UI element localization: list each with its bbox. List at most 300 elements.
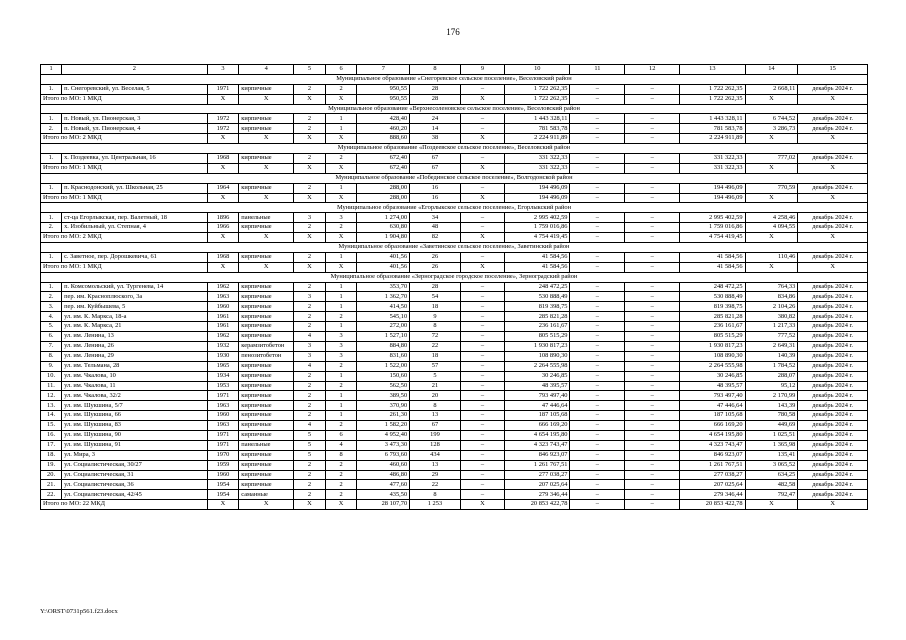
table-cell: ул. им. К. Маркса, 18-а (62, 312, 208, 322)
table-cell: 150,60 (357, 371, 410, 381)
table-cell: 460,60 (357, 460, 410, 470)
table-cell: кирпичные (239, 183, 294, 193)
table-cell: 2 649,31 (745, 341, 798, 351)
table-cell: 15. (41, 421, 62, 431)
table-cell: – (570, 312, 625, 322)
total-cell: 194 496,09 (505, 193, 570, 203)
table-cell: 21 (410, 381, 461, 391)
section-title: Муниципальное образование «Егорлыкское сельское поселение», Егорлыкский район (41, 203, 868, 213)
table-cell: 4 952,40 (357, 430, 410, 440)
table-cell: кирпичные (239, 154, 294, 164)
table-cell: ул. им. Шукшина, 5/7 (62, 401, 208, 411)
table-cell: ул. Мира, 3 (62, 450, 208, 460)
table-row (41, 183, 868, 193)
table-cell: декабрь 2024 г. (798, 213, 868, 223)
table-cell: 22. (41, 490, 62, 500)
total-cell: – (625, 233, 680, 243)
total-cell: 194 496,09 (680, 193, 745, 203)
table-cell: п. Новый, ул. Пионерская, 4 (62, 124, 208, 134)
table-cell: 1 930 817,23 (505, 341, 570, 351)
table-cell: – (570, 450, 625, 460)
total-label: Итого по МО: 1 МКД (41, 163, 208, 173)
table-cell: кирпичные (239, 332, 294, 342)
table-cell: – (460, 183, 504, 193)
table-cell: 248 472,25 (680, 282, 745, 292)
table-cell: 1 274,00 (357, 213, 410, 223)
table-cell: ул. Социалистическая, 31 (62, 470, 208, 480)
total-cell: 288,00 (357, 193, 410, 203)
table-cell: 1 (325, 183, 357, 193)
table-cell: ул. Социалистическая, 36 (62, 480, 208, 490)
table-cell: – (625, 252, 680, 262)
table-row (41, 490, 868, 500)
table-cell: 1934 (207, 371, 239, 381)
table-cell: 4 (325, 440, 357, 450)
column-number: 13 (680, 65, 745, 75)
housing-table (40, 64, 868, 510)
section-title: Муниципальное образование «Заветинское сельское поселение», Заветинский район (41, 243, 868, 253)
table-cell: декабрь 2024 г. (798, 361, 868, 371)
table-cell: 1 722 262,35 (680, 84, 745, 94)
table-cell: – (570, 302, 625, 312)
table-cell: – (570, 154, 625, 164)
total-cell: – (625, 134, 680, 144)
total-cell: 1 722 262,35 (505, 94, 570, 104)
table-cell: – (460, 312, 504, 322)
table-cell: 41 584,56 (505, 252, 570, 262)
table-cell: 285 821,28 (680, 312, 745, 322)
table-cell: – (460, 341, 504, 351)
table-row (41, 391, 868, 401)
table-cell: – (570, 252, 625, 262)
table-cell: 14. (41, 411, 62, 421)
table-cell: 434 (410, 450, 461, 460)
table-cell: – (625, 381, 680, 391)
table-cell: – (570, 84, 625, 94)
table-cell: 1971 (207, 391, 239, 401)
total-cell: Х (294, 94, 326, 104)
total-cell: Х (325, 134, 357, 144)
table-cell: 6 (325, 430, 357, 440)
table-cell: 236 161,67 (680, 322, 745, 332)
table-cell: 4 654 195,80 (505, 430, 570, 440)
table-cell: 1965 (207, 361, 239, 371)
table-cell: декабрь 2024 г. (798, 440, 868, 450)
total-cell: Х (325, 163, 357, 173)
table-row (41, 460, 868, 470)
table-cell: – (625, 371, 680, 381)
table-cell: – (570, 460, 625, 470)
total-cell: – (570, 233, 625, 243)
table-cell: 389,50 (357, 391, 410, 401)
total-cell: 331 322,33 (505, 163, 570, 173)
table-cell: 9 (410, 312, 461, 322)
table-cell: декабрь 2024 г. (798, 183, 868, 193)
table-cell: кирпичные (239, 421, 294, 431)
total-cell: Х (745, 233, 798, 243)
total-cell: Х (239, 233, 294, 243)
table-cell: 414,50 (357, 302, 410, 312)
table-cell: 1 784,52 (745, 361, 798, 371)
table-cell: 777,52 (745, 332, 798, 342)
total-cell: Х (745, 94, 798, 104)
table-cell: кирпичные (239, 322, 294, 332)
table-cell: – (570, 430, 625, 440)
table-cell: 1960 (207, 411, 239, 421)
total-cell: Х (798, 262, 868, 272)
section-title: Муниципальное образование «Снегоревское сельское поселение», Веселовский район (41, 74, 868, 84)
table-cell: 30 246,85 (680, 371, 745, 381)
total-cell: 2 224 911,89 (505, 134, 570, 144)
table-cell: – (625, 361, 680, 371)
total-cell: Х (325, 233, 357, 243)
table-cell: 1 522,00 (357, 361, 410, 371)
table-cell: 634,25 (745, 470, 798, 480)
table-cell: 1962 (207, 282, 239, 292)
total-cell: Х (294, 163, 326, 173)
table-cell: 29 (410, 470, 461, 480)
table-cell: 5. (41, 322, 62, 332)
table-cell: 428,40 (357, 114, 410, 124)
table-cell: 4 654 195,80 (680, 430, 745, 440)
table-cell: 1968 (207, 252, 239, 262)
table-cell: – (625, 223, 680, 233)
table-cell: 5 (294, 430, 326, 440)
table-cell: 3 065,52 (745, 460, 798, 470)
table-cell: – (460, 351, 504, 361)
table-cell: 353,70 (357, 282, 410, 292)
total-cell: 28 107,70 (357, 500, 410, 510)
section-title: Муниципальное образование «Поздеевское сельское поселение», Веселовский район (41, 144, 868, 154)
table-cell: кирпичные (239, 401, 294, 411)
table-cell: – (570, 401, 625, 411)
total-cell: – (625, 500, 680, 510)
total-cell: Х (798, 163, 868, 173)
table-cell: кирпичные (239, 114, 294, 124)
total-row (41, 134, 868, 144)
table-cell: декабрь 2024 г. (798, 430, 868, 440)
total-cell: Х (798, 134, 868, 144)
header-row (41, 65, 868, 75)
table-cell: 1 (325, 411, 357, 421)
table-cell: 2 (294, 480, 326, 490)
table-row (41, 341, 868, 351)
table-cell: – (460, 381, 504, 391)
table-row (41, 312, 868, 322)
table-cell: 1966 (207, 223, 239, 233)
table-cell: 1963 (207, 421, 239, 431)
table-cell: 1 759 016,86 (505, 223, 570, 233)
table-cell: – (625, 114, 680, 124)
total-cell: Х (207, 163, 239, 173)
table-cell: 3 286,73 (745, 124, 798, 134)
table-cell: 2 (294, 470, 326, 480)
table-cell: – (570, 411, 625, 421)
table-cell: 2 (325, 84, 357, 94)
table-row (41, 480, 868, 490)
table-cell: 4 094,55 (745, 223, 798, 233)
table-row (41, 430, 868, 440)
column-number: 4 (239, 65, 294, 75)
table-cell: – (625, 282, 680, 292)
table-cell: – (460, 84, 504, 94)
total-cell: Х (798, 500, 868, 510)
table-cell: 4 (294, 332, 326, 342)
table-row (41, 282, 868, 292)
table-cell: 3 (294, 341, 326, 351)
section-row (41, 173, 868, 183)
table-cell: 288,07 (745, 371, 798, 381)
table-cell: – (460, 371, 504, 381)
table-cell: 18 (410, 351, 461, 361)
table-cell: 1 (325, 322, 357, 332)
table-row (41, 470, 868, 480)
table-cell: 1963 (207, 292, 239, 302)
table-cell: 1961 (207, 312, 239, 322)
table-cell: – (460, 460, 504, 470)
table-cell: – (460, 440, 504, 450)
table-cell: 819 398,75 (505, 302, 570, 312)
table-cell: 1 (325, 124, 357, 134)
total-cell: 4 754 419,45 (680, 233, 745, 243)
table-cell: – (460, 401, 504, 411)
table-cell: 1970 (207, 450, 239, 460)
section-title: Муниципальное образование «Побединское сельское поселение», Волгодонской район (41, 173, 868, 183)
table-cell: 1 (325, 252, 357, 262)
table-cell: кирпичные (239, 282, 294, 292)
table-cell: 1 (325, 302, 357, 312)
table-cell: – (570, 361, 625, 371)
column-number: 5 (294, 65, 326, 75)
total-cell: Х (460, 262, 504, 272)
table-cell: 4 258,46 (745, 213, 798, 223)
table-cell: 666 169,20 (680, 421, 745, 431)
table-cell: – (460, 430, 504, 440)
column-number: 15 (798, 65, 868, 75)
table-cell: 1972 (207, 114, 239, 124)
table-cell: 2 (294, 114, 326, 124)
table-row (41, 124, 868, 134)
table-cell: 199 (410, 430, 461, 440)
table-cell: 3 (325, 351, 357, 361)
table-cell: 1896 (207, 213, 239, 223)
table-cell: 187 105,68 (680, 411, 745, 421)
table-cell: кирпичные (239, 302, 294, 312)
footer-file-path: Y:\ORST\0731p561.f23.docx (40, 608, 118, 615)
column-number: 8 (410, 65, 461, 75)
table-cell: х. Поздеевка, ул. Центральная, 16 (62, 154, 208, 164)
table-cell: 819 398,75 (680, 302, 745, 312)
table-cell: 2 (325, 223, 357, 233)
table-cell: 666 169,20 (505, 421, 570, 431)
table-cell: 545,10 (357, 312, 410, 322)
total-cell: Х (207, 193, 239, 203)
table-cell: 435,50 (357, 490, 410, 500)
table-cell: 30 246,85 (505, 371, 570, 381)
table-cell: кирпичные (239, 450, 294, 460)
table-cell: 3 473,30 (357, 440, 410, 450)
table-cell: ул. им. Шукшина, 83 (62, 421, 208, 431)
table-cell: 1 (325, 114, 357, 124)
table-cell: – (460, 490, 504, 500)
total-cell: – (570, 94, 625, 104)
table-cell: – (570, 341, 625, 351)
table-cell: 12. (41, 391, 62, 401)
table-cell: 2 (325, 381, 357, 391)
table-cell: 2 (325, 361, 357, 371)
table-cell: 8 (325, 450, 357, 460)
total-cell: Х (239, 134, 294, 144)
total-cell: 331 322,33 (680, 163, 745, 173)
table-cell: 1961 (207, 322, 239, 332)
column-number: 3 (207, 65, 239, 75)
table-cell: декабрь 2024 г. (798, 282, 868, 292)
total-cell: Х (460, 163, 504, 173)
table-cell: 14 (410, 124, 461, 134)
table-cell: 3 (294, 213, 326, 223)
section-row (41, 243, 868, 253)
table-cell: кирпичные (239, 292, 294, 302)
table-cell: 846 923,07 (680, 450, 745, 460)
total-cell: Х (460, 233, 504, 243)
table-cell: кирпичные (239, 223, 294, 233)
total-cell: Х (294, 262, 326, 272)
table-cell: 764,33 (745, 282, 798, 292)
table-cell: 331 322,33 (505, 154, 570, 164)
total-cell: 1 253 (410, 500, 461, 510)
table-cell: 5 (294, 450, 326, 460)
table-cell: 1. (41, 282, 62, 292)
table-cell: 2 104,26 (745, 302, 798, 312)
table-cell: 11. (41, 381, 62, 391)
total-cell: Х (207, 94, 239, 104)
table-cell: 6 793,60 (357, 450, 410, 460)
table-cell: 2 170,99 (745, 391, 798, 401)
table-cell: – (460, 282, 504, 292)
table-cell: 2 (294, 312, 326, 322)
table-cell: 2 (294, 183, 326, 193)
table-cell: 834,86 (745, 292, 798, 302)
table-cell: 781 583,78 (505, 124, 570, 134)
table-cell: 20 (410, 391, 461, 401)
total-cell: Х (460, 500, 504, 510)
total-cell: Х (745, 500, 798, 510)
table-cell: декабрь 2024 г. (798, 341, 868, 351)
total-label: Итого по МО: 1 МКД (41, 262, 208, 272)
table-cell: п. Краснодонский, ул. Школьная, 25 (62, 183, 208, 193)
total-cell: Х (745, 262, 798, 272)
table-cell: декабрь 2024 г. (798, 351, 868, 361)
table-cell: кирпичные (239, 480, 294, 490)
table-cell: 2 (294, 391, 326, 401)
table-cell: 2 (325, 460, 357, 470)
table-cell: 1. (41, 154, 62, 164)
total-cell: 67 (410, 163, 461, 173)
table-cell: 884,80 (357, 341, 410, 351)
table-cell: – (570, 332, 625, 342)
table-cell: 108 890,30 (505, 351, 570, 361)
total-cell: Х (294, 500, 326, 510)
table-cell: 2. (41, 292, 62, 302)
table-row (41, 252, 868, 262)
table-cell: декабрь 2024 г. (798, 332, 868, 342)
table-cell: декабрь 2024 г. (798, 154, 868, 164)
table-cell: 1963 (207, 401, 239, 411)
table-cell: 1 (325, 292, 357, 302)
table-cell: с. Заветное, пер. Дорошкевича, 61 (62, 252, 208, 262)
table-cell: 1968 (207, 154, 239, 164)
total-cell: 2 224 911,89 (680, 134, 745, 144)
table-cell: панельные (239, 213, 294, 223)
total-cell: Х (325, 262, 357, 272)
table-cell: – (625, 302, 680, 312)
table-cell: 1 443 328,11 (505, 114, 570, 124)
table-cell: 1 722 262,35 (505, 84, 570, 94)
table-cell: 4 323 743,47 (680, 440, 745, 450)
table-cell: 2 (294, 460, 326, 470)
total-cell: Х (239, 500, 294, 510)
table-cell: 2 (294, 322, 326, 332)
table-cell: 5 (294, 440, 326, 450)
table-cell: 72 (410, 332, 461, 342)
table-cell: 1962 (207, 332, 239, 342)
table-cell: – (460, 223, 504, 233)
table-cell: – (625, 341, 680, 351)
table-cell: ул. Социалистическая, 42/45 (62, 490, 208, 500)
table-cell: 16 (410, 183, 461, 193)
table-cell: 1 582,20 (357, 421, 410, 431)
table-cell: 1 759 016,86 (680, 223, 745, 233)
table-row (41, 411, 868, 421)
total-label: Итого по МО: 22 МКД (41, 500, 208, 510)
table-row (41, 351, 868, 361)
table-cell: 1 025,51 (745, 430, 798, 440)
section-row (41, 104, 868, 114)
table-cell: 1959 (207, 460, 239, 470)
table-cell: 41 584,56 (680, 252, 745, 262)
table-cell: 1 261 767,51 (680, 460, 745, 470)
table-cell: 630,80 (357, 223, 410, 233)
total-cell: Х (239, 94, 294, 104)
table-cell: 2 (294, 84, 326, 94)
table-cell: декабрь 2024 г. (798, 312, 868, 322)
total-cell: Х (325, 94, 357, 104)
total-cell: Х (798, 233, 868, 243)
table-cell: – (625, 470, 680, 480)
table-cell: ст-ца Егорлыкская, пер. Валетный, 18 (62, 213, 208, 223)
table-cell: ул. им. Чкалова, 32/2 (62, 391, 208, 401)
total-label: Итого по МО: 2 МКД (41, 134, 208, 144)
table-row (41, 381, 868, 391)
page-number: 176 (446, 27, 460, 37)
total-cell: – (570, 193, 625, 203)
table-cell: – (460, 322, 504, 332)
table-cell: – (625, 391, 680, 401)
table-cell: 672,40 (357, 154, 410, 164)
table-cell: ул. им. Шукшина, 90 (62, 430, 208, 440)
table-cell: 1 365,98 (745, 440, 798, 450)
table-cell: 248 472,25 (505, 282, 570, 292)
table-cell: – (570, 322, 625, 332)
table-cell: 2 (294, 381, 326, 391)
table-row (41, 440, 868, 450)
column-number: 14 (745, 65, 798, 75)
table-cell: 288,00 (357, 183, 410, 193)
table-cell: кирпичные (239, 124, 294, 134)
table-row (41, 322, 868, 332)
table-cell: саманные (239, 490, 294, 500)
table-cell: – (570, 124, 625, 134)
